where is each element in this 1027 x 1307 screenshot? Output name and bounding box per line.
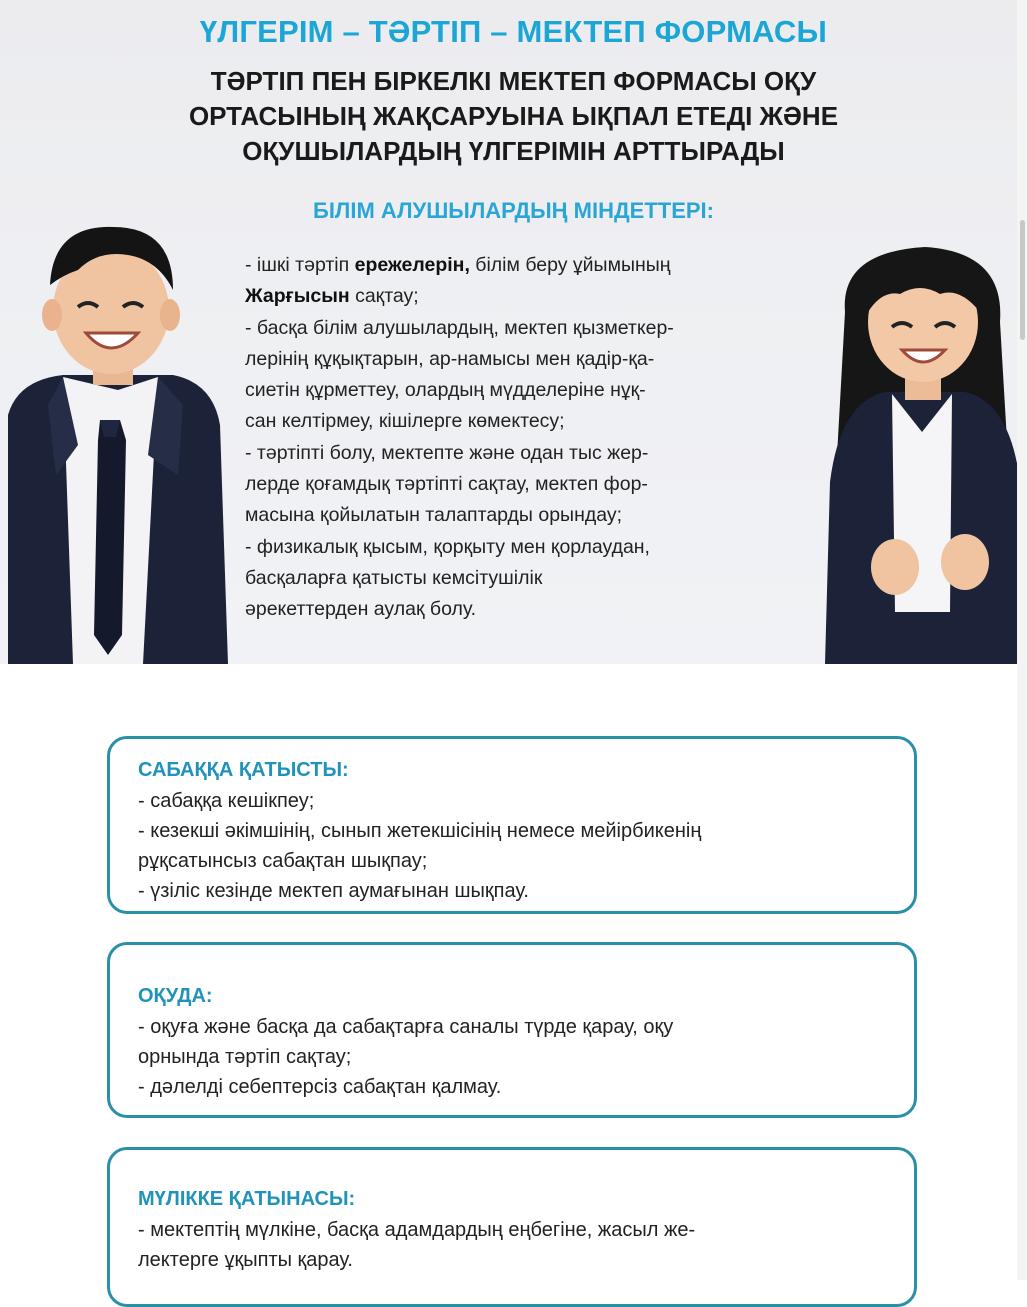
study-rules-card: [107, 942, 917, 1118]
card-line: - оқуға және басқа да сабақтарға саналы түрде қарау, оқу: [138, 1016, 674, 1038]
duty-line: лерінің құқықтарын, ар-намысы мен қадір-қа-: [245, 347, 655, 370]
duty-line: сан келтірмеу, кішілерге көмектесу;: [245, 410, 565, 433]
subtitle: [160, 64, 867, 169]
duty-line: масына қойылатын талаптарды орындау;: [245, 504, 623, 527]
card-line: - дәлелді себептерсіз сабақтан қалмау.: [138, 1076, 502, 1098]
duty-line: әрекеттерден аулақ болу.: [245, 598, 477, 621]
subtitle-line: ОҚУШЫЛАРДЫҢ ҮЛГЕРІМІН АРТТЫРАДЫ: [242, 136, 785, 166]
lesson-rules-card: [107, 736, 917, 914]
duty-line: - басқа білім алушылардың, мектеп қызметкер-: [245, 316, 674, 339]
duties-heading: БІЛІМ АЛУШЫЛАРДЫҢ МІНДЕТТЕРІ:: [313, 198, 714, 223]
card-title: ОҚУДА:: [138, 985, 213, 1007]
duty-line: лерде қоғамдық тәртіпті сақтау, мектеп фор-: [245, 473, 648, 496]
card-line: - кезекші әкімшінің, сынып жетекшісінің немесе мейірбикенің: [138, 820, 702, 842]
girl-student-image: [820, 232, 1025, 664]
card-title: САБАҚҚА ҚАТЫСТЫ:: [138, 759, 349, 781]
card-line: орнында тәртіп сақтау;: [138, 1046, 352, 1068]
duty-line: - тәртіпті болу, мектепте және одан тыс жер-: [245, 441, 649, 464]
card-line: лектерге ұқыпты қарау.: [138, 1249, 353, 1271]
boy-student-image: [8, 215, 228, 664]
card-line: - үзіліс кезінде мектеп аумағынан шықпау.: [138, 880, 529, 902]
card-line: - мектептің мүлкіне, басқа адамдардың еңбегіне, жасыл же-: [138, 1219, 696, 1241]
duties-list: [245, 250, 785, 626]
subtitle-line: ТӘРТІП ПЕН БІРКЕЛКІ МЕКТЕП ФОРМАСЫ ОҚУ: [210, 66, 817, 96]
scrollbar[interactable]: [1017, 0, 1027, 1280]
duty-line: - ішкі тәртіп ережелерін, білім беру ұйымының: [245, 254, 671, 276]
card-line: рұқсатынсыз сабақтан шықпау;: [138, 850, 428, 872]
duty-line: басқаларға қатысты кемсітушілік: [245, 566, 543, 589]
property-rules-card: [107, 1147, 917, 1307]
card-title: МҮЛІККЕ ҚАТЫНАСЫ:: [138, 1188, 356, 1210]
duty-line: сиетін құрметтеу, олардың мүдделеріне нұқ-: [245, 379, 646, 402]
subtitle-line: ОРТАСЫНЫҢ ЖАҚСАРУЫНА ЫҚПАЛ ЕТЕДІ ЖӘНЕ: [188, 101, 839, 131]
page-title: ҮЛГЕРІМ – ТӘРТІП – МЕКТЕП ФОРМАСЫ: [199, 14, 828, 49]
duty-line: - физикалық қысым, қорқыту мен қорлаудан,: [245, 535, 650, 558]
scrollbar-thumb[interactable]: [1020, 220, 1025, 340]
card-line: - сабаққа кешікпеу;: [138, 790, 315, 812]
duty-line: Жарғысын сақтау;: [245, 285, 419, 308]
